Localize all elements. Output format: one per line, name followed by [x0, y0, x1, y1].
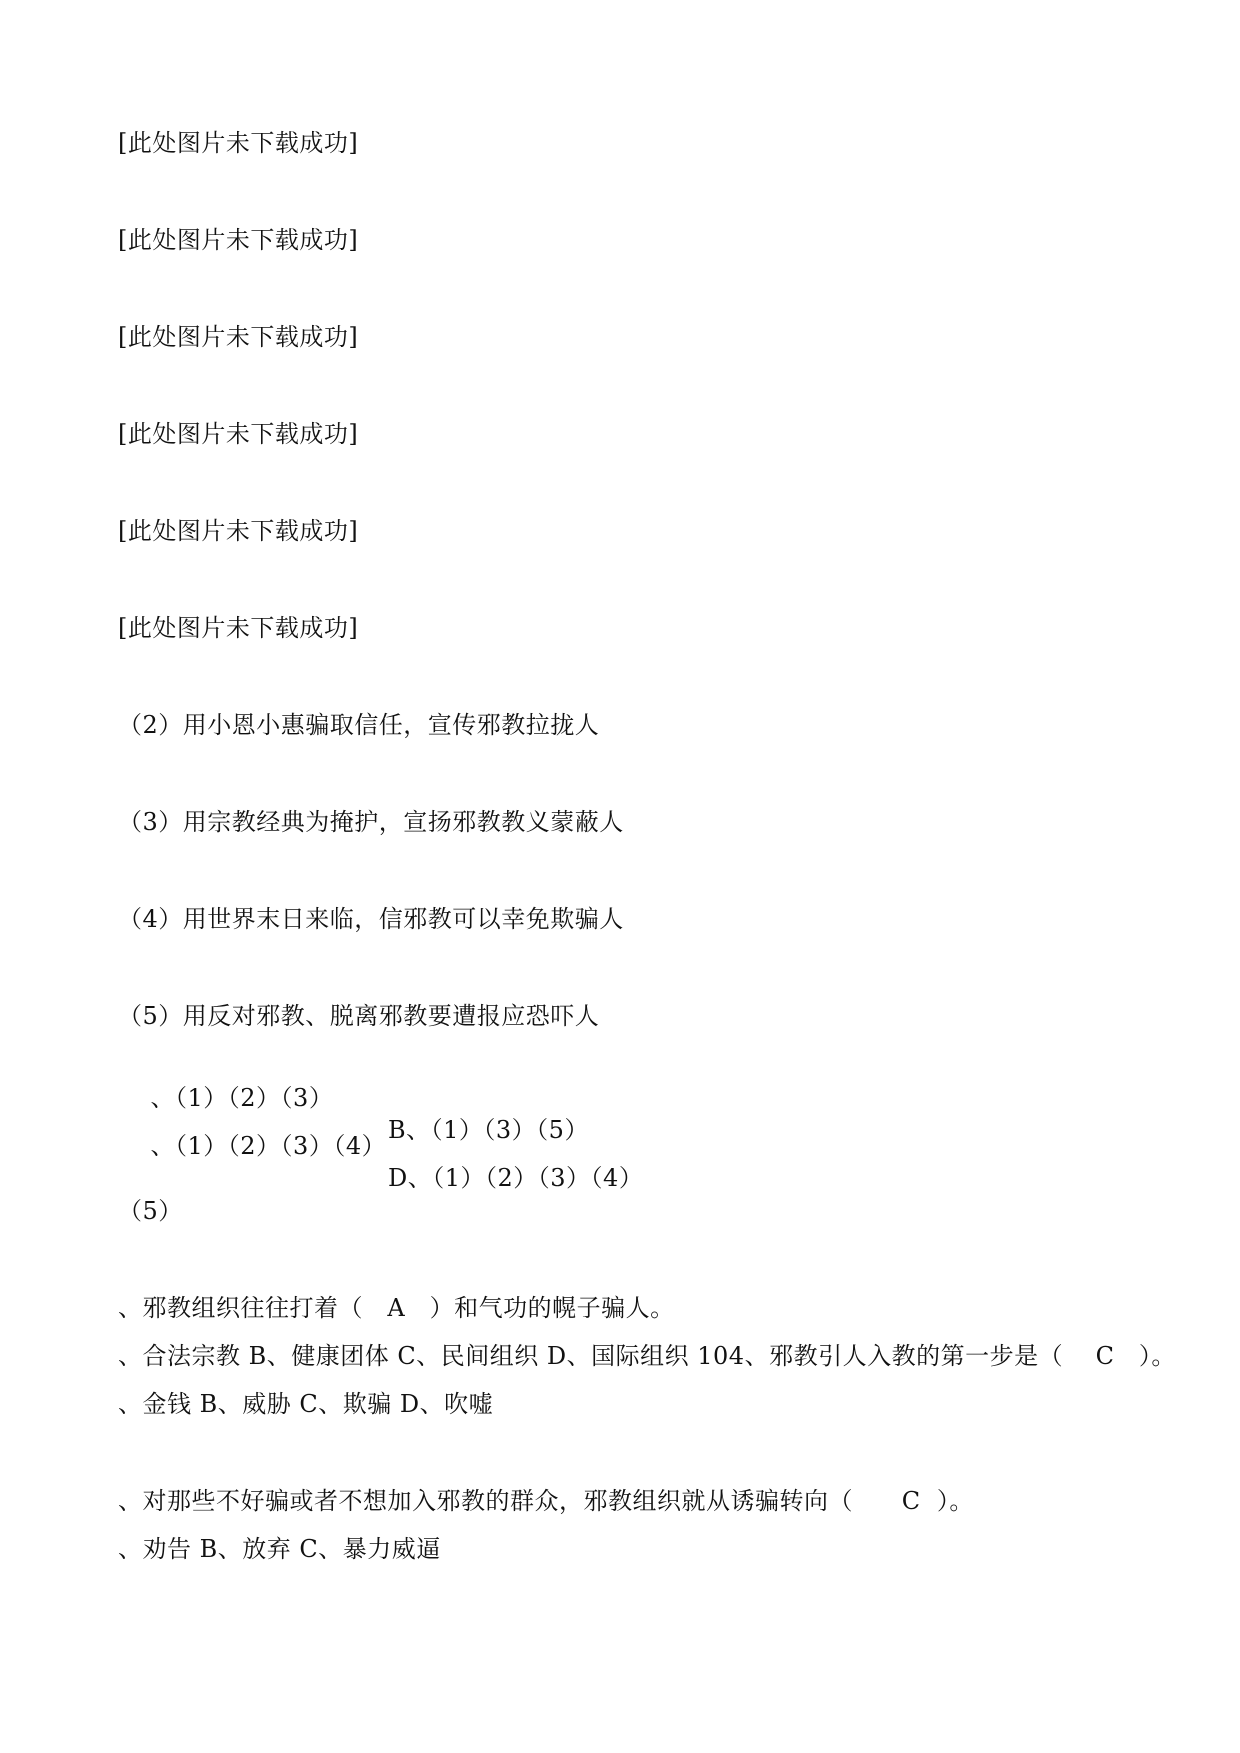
image-placeholder: [此处图片未下载成功] — [118, 420, 359, 448]
question-force-options: 、劝告 B、放弃 C、暴力威逼 — [118, 1535, 441, 1563]
image-placeholder: [此处图片未下载成功] — [118, 226, 359, 254]
question-force: 、对那些不好骗或者不想加入邪教的群众，邪教组织就从诱骗转向（ C ）。 — [118, 1487, 974, 1515]
statement-2: （2）用小恩小惠骗取信任，宣传邪教拉拢人 — [118, 711, 600, 739]
question-banner: 、邪教组织往往打着（ A ）和气功的幌子骗人。 — [118, 1294, 675, 1322]
option-d: D、（1）（2）（3）（4） — [388, 1164, 644, 1192]
option-b: B、（1）（3）（5） — [388, 1116, 589, 1144]
statement-3: （3）用宗教经典为掩护，宣扬邪教教义蒙蔽人 — [118, 808, 624, 836]
image-placeholder: [此处图片未下载成功] — [118, 517, 359, 545]
answer-fragment: （5） — [118, 1197, 183, 1225]
image-placeholder: [此处图片未下载成功] — [118, 323, 359, 351]
option-c: 、（1）（2）（3）（4） — [150, 1132, 387, 1160]
question-first-step-options: 、金钱 B、威胁 C、欺骗 D、吹嘘 — [118, 1390, 494, 1418]
image-placeholder: [此处图片未下载成功] — [118, 129, 359, 157]
statement-5: （5）用反对邪教、脱离邪教要遭报应恐吓人 — [118, 1002, 600, 1030]
option-a: 、（1）（2）（3） — [150, 1084, 334, 1112]
image-placeholder: [此处图片未下载成功] — [118, 614, 359, 642]
statement-4: （4）用世界末日来临，信邪教可以幸免欺骗人 — [118, 905, 624, 933]
question-banner-options: 、合法宗教 B、健康团体 C、民间组织 D、国际组织 104、邪教引人入教的第一步是（ C ）。 — [118, 1342, 1176, 1370]
